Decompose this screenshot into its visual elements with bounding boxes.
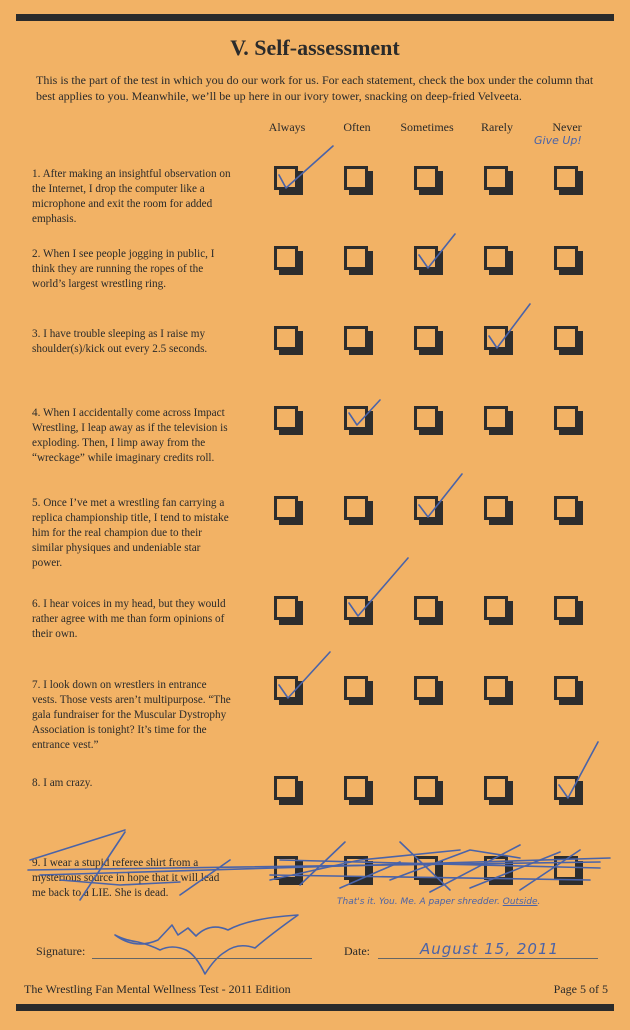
checkbox-q2-always[interactable]: [274, 246, 300, 272]
checkbox-q1-always[interactable]: [274, 166, 300, 192]
question-4: 4. When I accidentally come across Impact Wrestling, I leap away as if the television is exploding. Then, I limp away from the “wreckage” while imaginary credits roll.: [32, 407, 228, 464]
checkbox-q9-always[interactable]: [274, 856, 300, 882]
checkbox-q8-rarely[interactable]: [484, 776, 510, 802]
checkbox-q5-never[interactable]: [554, 496, 580, 522]
checkbox-q6-sometimes[interactable]: [414, 596, 440, 622]
shredder-note-end: .: [537, 897, 541, 907]
question-9: 9. I wear a stupid referee shirt from a mysterious source in hope that it will lead me back to a LIE. She is dead.: [32, 857, 220, 899]
column-header-rarely: Rarely: [481, 120, 513, 134]
checkbox-q7-rarely[interactable]: [484, 676, 510, 702]
checkbox-q5-always[interactable]: [274, 496, 300, 522]
checkbox-q3-always[interactable]: [274, 326, 300, 352]
column-header-never: Never: [552, 120, 582, 134]
checkbox-q6-never[interactable]: [554, 596, 580, 622]
checkbox-q8-always[interactable]: [274, 776, 300, 802]
question-3: 3. I have trouble sleeping as I raise my shoulder(s)/kick out every 2.5 seconds.: [32, 328, 208, 355]
handwritten-shredder-note: [337, 897, 540, 907]
column-header-always: Always: [268, 120, 306, 134]
checkbox-q7-sometimes[interactable]: [414, 676, 440, 702]
signature-label: Signature:: [36, 944, 86, 958]
checkbox-q6-always[interactable]: [274, 596, 300, 622]
checkbox-q8-often[interactable]: [344, 776, 370, 802]
checkbox-q6-often[interactable]: [344, 596, 370, 622]
question-5: 5. Once I’ve met a wrestling fan carrying a replica championship title, I tend to mistake him for the real champion due to their similar physiques and undeniable star power.: [32, 497, 229, 569]
checkbox-q4-never[interactable]: [554, 406, 580, 432]
checkbox-q3-rarely[interactable]: [484, 326, 510, 352]
top-rule: [16, 14, 614, 21]
checkbox-q9-often[interactable]: [344, 856, 370, 882]
checkbox-q9-sometimes[interactable]: [414, 856, 440, 882]
checkbox-q7-always[interactable]: [274, 676, 300, 702]
checkbox-q4-always[interactable]: [274, 406, 300, 432]
signature-line[interactable]: [92, 958, 312, 959]
date-label: Date:: [344, 944, 370, 958]
checkbox-q4-often[interactable]: [344, 406, 370, 432]
checkbox-q8-sometimes[interactable]: [414, 776, 440, 802]
page-number: Page 5 of 5: [553, 982, 608, 996]
batman-signature-icon: [115, 915, 298, 974]
question-8: 8. I am crazy.: [32, 777, 93, 789]
instructions: This is the part of the test in which you do our work for us. For each statement, check the box under the column that best applies to you. Meanwhile, we’ll be up here in our ivory tower, snacking on deep-fried Velveeta.: [36, 73, 594, 103]
checkbox-q8-never[interactable]: [554, 776, 580, 802]
checkbox-q7-often[interactable]: [344, 676, 370, 702]
checkbox-q1-never[interactable]: [554, 166, 580, 192]
checkbox-q1-rarely[interactable]: [484, 166, 510, 192]
shredder-note-text: That's it. You. Me. A paper shredder.: [337, 897, 503, 907]
checkbox-q3-never[interactable]: [554, 326, 580, 352]
question-2: 2. When I see people jogging in public, I think they are running the ropes of the world’s largest wrestling ring.: [32, 248, 215, 290]
date-line[interactable]: [378, 958, 598, 959]
checkbox-q5-rarely[interactable]: [484, 496, 510, 522]
handwritten-date: August 15, 2011: [420, 940, 560, 958]
checkbox-q2-rarely[interactable]: [484, 246, 510, 272]
checkbox-q4-sometimes[interactable]: [414, 406, 440, 432]
checkbox-q1-often[interactable]: [344, 166, 370, 192]
checkbox-q1-sometimes[interactable]: [414, 166, 440, 192]
question-7: 7. I look down on wrestlers in entrance vests. Those vests aren’t multipurpose. “The gala fundraiser for the Muscular Dystrophy Association is tonight? It’s time for the entrance vest.”: [32, 679, 231, 751]
checkbox-q2-sometimes[interactable]: [414, 246, 440, 272]
checkbox-q7-never[interactable]: [554, 676, 580, 702]
checkbox-q5-often[interactable]: [344, 496, 370, 522]
checkbox-q3-sometimes[interactable]: [414, 326, 440, 352]
bottom-rule: [16, 1004, 614, 1011]
question-1: 1. After making an insightful observation on the Internet, I drop the computer like a microphone and exit the room for added emphasis.: [32, 168, 231, 225]
shredder-note-underlined: Outside: [502, 897, 538, 907]
handwritten-give-up-note: Give Up!: [534, 134, 582, 147]
column-header-often: Often: [343, 120, 371, 134]
checkbox-q2-never[interactable]: [554, 246, 580, 272]
column-header-sometimes: Sometimes: [400, 120, 454, 134]
checkbox-q3-often[interactable]: [344, 326, 370, 352]
checkbox-q2-often[interactable]: [344, 246, 370, 272]
section-title: V. Self-assessment: [230, 35, 400, 60]
checkbox-q5-sometimes[interactable]: [414, 496, 440, 522]
footer-title: The Wrestling Fan Mental Wellness Test - 2011 Edition: [24, 982, 291, 996]
checkbox-q9-never[interactable]: [554, 856, 580, 882]
question-6: 6. I hear voices in my head, but they would rather agree with me than form opinions of their own.: [32, 598, 226, 640]
checkbox-q6-rarely[interactable]: [484, 596, 510, 622]
checkbox-q9-rarely[interactable]: [484, 856, 510, 882]
checkbox-q4-rarely[interactable]: [484, 406, 510, 432]
